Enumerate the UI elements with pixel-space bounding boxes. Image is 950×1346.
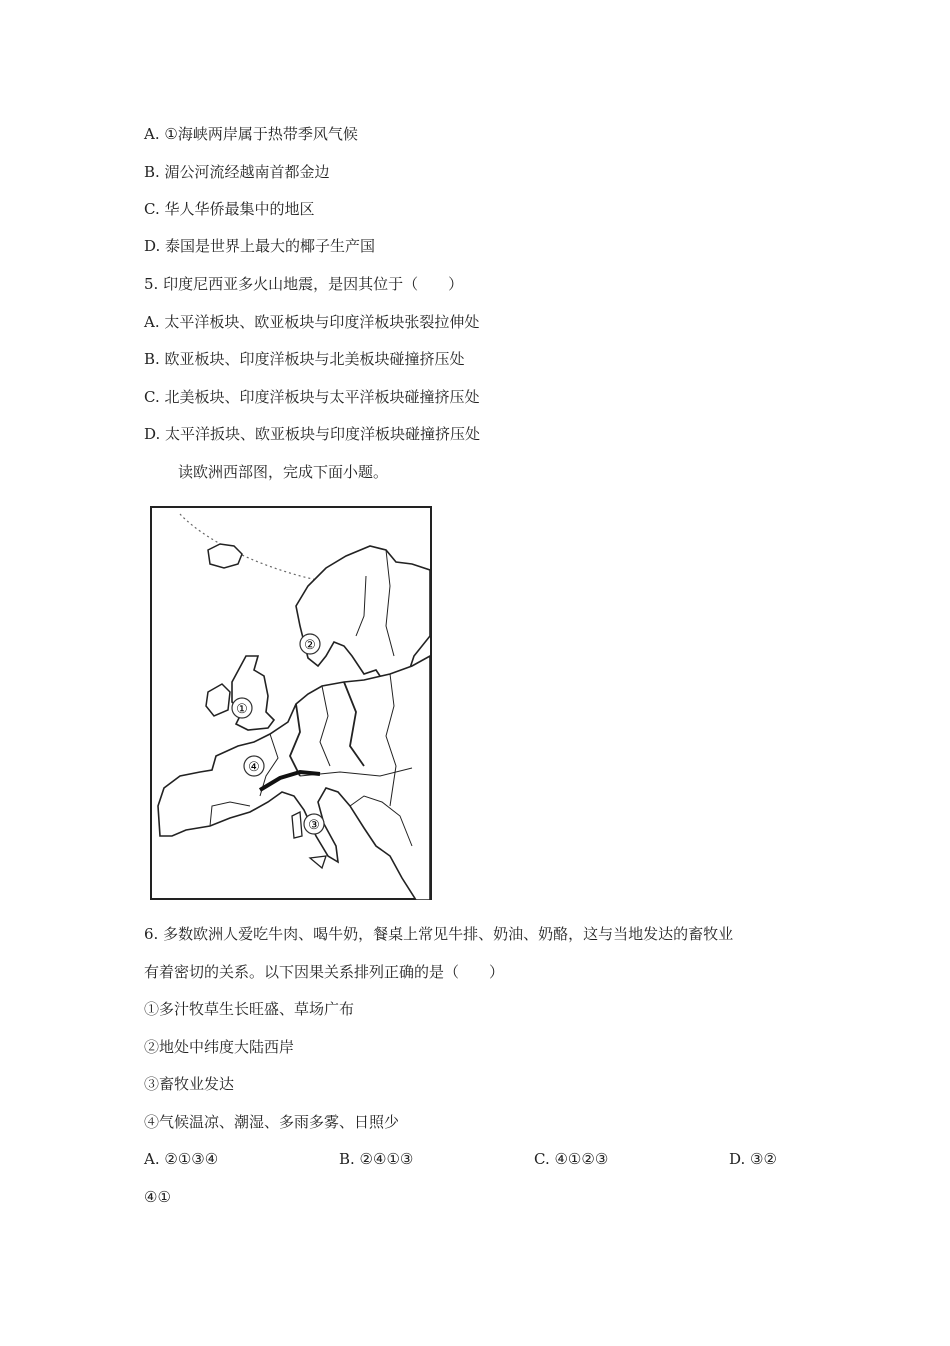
map-intro: 读欧洲西部图，完成下面小题。 bbox=[178, 463, 389, 481]
map-label-2 bbox=[300, 634, 320, 654]
q6-statement-4: ④气候温凉、潮湿、多雨多雾、日照少 bbox=[144, 1113, 400, 1131]
q6-options-row bbox=[144, 1150, 824, 1170]
svg-text:②: ② bbox=[304, 638, 316, 653]
q5-stem: 5. 印度尼西亚多火山地震，是因其位于（ ） bbox=[144, 275, 464, 293]
q6-statement-1: ①多汁牧草生长旺盛、草场广布 bbox=[144, 1000, 355, 1018]
q4-option-c: C. 华人华侨最集中的地区 bbox=[144, 200, 315, 218]
q5-option-a: A. 太平洋板块、欧亚板块与印度洋板块张裂拉伸处 bbox=[144, 313, 480, 331]
q4-option-b: B. 湄公河流经越南首都金边 bbox=[144, 163, 330, 181]
q6-stem-line1: 6. 多数欧洲人爱吃牛肉、喝牛奶，餐桌上常见牛排、奶油、奶酪，这与当地发达的畜牧业 bbox=[144, 925, 734, 943]
q5-option-c: C. 北美板块、印度洋板块与太平洋板块碰撞挤压处 bbox=[144, 388, 480, 406]
q5-option-b: B. 欧亚板块、印度洋板块与北美板块碰撞挤压处 bbox=[144, 350, 465, 368]
q6-option-a: A. ②①③④ bbox=[144, 1150, 219, 1168]
q6-option-d-continued: ④① bbox=[144, 1188, 171, 1206]
q6-statement-2: ②地处中纬度大陆西岸 bbox=[144, 1038, 295, 1056]
q6-stem-line2: 有着密切的关系。以下因果关系排列正确的是（ ） bbox=[144, 963, 505, 981]
map-label-1 bbox=[232, 698, 252, 718]
svg-text:④: ④ bbox=[248, 760, 260, 775]
q6-statement-3: ③畜牧业发达 bbox=[144, 1075, 235, 1093]
q6-option-d: D. ③② bbox=[729, 1150, 777, 1168]
q6-option-c: C. ④①②③ bbox=[534, 1150, 609, 1168]
svg-text:③: ③ bbox=[308, 818, 320, 833]
q4-option-a: A. ①海峡两岸属于热带季风气候 bbox=[144, 125, 358, 143]
q5-option-d: D. 太平洋扳块、欧亚板块与印度洋板块碰撞挤压处 bbox=[144, 425, 481, 443]
q4-option-d: D. 泰国是世界上最大的椰子生产国 bbox=[144, 237, 376, 255]
map-label-4 bbox=[244, 756, 264, 776]
map-label-3 bbox=[304, 814, 324, 834]
q6-option-b: B. ②④①③ bbox=[339, 1150, 414, 1168]
svg-text:①: ① bbox=[236, 702, 248, 717]
western-europe-map bbox=[150, 506, 432, 900]
